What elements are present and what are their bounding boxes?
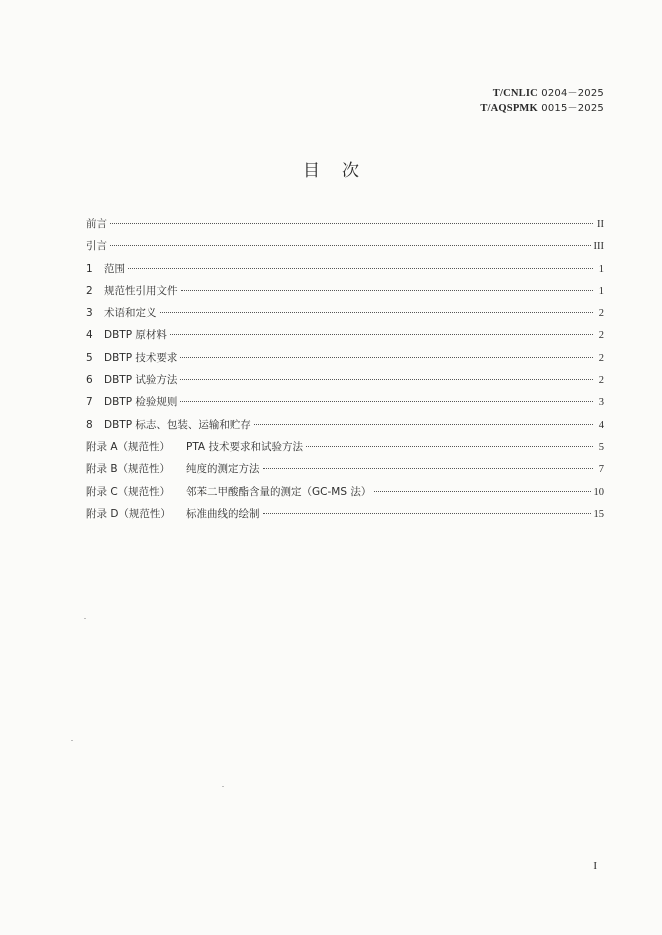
dot-leader bbox=[160, 312, 594, 313]
toc-entry-number: 8 bbox=[86, 418, 93, 431]
toc-entry-label: 术语和定义 bbox=[104, 307, 157, 320]
toc-entry-page: 2 bbox=[598, 330, 604, 342]
toc-entry-terms[interactable] bbox=[86, 305, 604, 327]
toc-entry-page: 7 bbox=[598, 464, 604, 476]
dot-leader bbox=[374, 491, 590, 492]
toc-entry-appendix-d[interactable] bbox=[86, 506, 604, 528]
appendix-prefix: 附录 C（规范性） bbox=[86, 485, 171, 498]
scan-speck bbox=[222, 786, 224, 787]
dot-leader bbox=[180, 379, 593, 380]
toc-entry-marking-packaging[interactable] bbox=[86, 417, 604, 439]
standard-code-prefix: T/AQSPMK bbox=[480, 103, 538, 114]
standard-code-1 bbox=[480, 86, 604, 101]
dot-leader bbox=[180, 401, 593, 402]
toc-entry-page: II bbox=[597, 219, 604, 230]
toc-entry-number: 7 bbox=[86, 396, 93, 409]
toc-entry-label: 纯度的测定方法 bbox=[186, 463, 260, 476]
toc-entry-page: 4 bbox=[598, 419, 604, 431]
toc-entry-label: DBTP 原材料 bbox=[104, 329, 167, 342]
toc-entry-number: 1 bbox=[86, 262, 93, 275]
toc-entry-appendix-a[interactable] bbox=[86, 439, 604, 461]
toc-entry-label: PTA 技术要求和试验方法 bbox=[186, 440, 303, 453]
appendix-prefix: 附录 B（规范性） bbox=[86, 463, 171, 476]
toc-entry-page: 5 bbox=[598, 441, 604, 453]
dot-leader bbox=[263, 468, 594, 469]
toc-entry-normative-references[interactable] bbox=[86, 283, 604, 305]
toc-title: 目次 bbox=[303, 161, 381, 181]
dot-leader bbox=[181, 290, 594, 291]
toc-entry-page: 15 bbox=[593, 508, 604, 520]
standard-code-2 bbox=[480, 101, 604, 116]
toc-entry-page: 1 bbox=[598, 263, 604, 275]
toc-entry-appendix-b[interactable] bbox=[86, 461, 604, 483]
page-number: I bbox=[593, 860, 597, 872]
toc-entry-label: 范围 bbox=[104, 262, 125, 275]
toc-entry-label: 标准曲线的绘制 bbox=[186, 507, 260, 520]
toc-entry-appendix-c[interactable] bbox=[86, 484, 604, 506]
toc-entry-scope[interactable] bbox=[86, 261, 604, 283]
standard-codes bbox=[480, 86, 604, 116]
toc-entry-page: 3 bbox=[598, 397, 604, 409]
toc-entry-introduction[interactable] bbox=[86, 238, 604, 260]
toc-entry-raw-materials[interactable] bbox=[86, 327, 604, 349]
toc-entry-label: DBTP 试验方法 bbox=[104, 374, 178, 387]
appendix-prefix: 附录 A（规范性） bbox=[86, 440, 171, 453]
dot-leader bbox=[180, 357, 593, 358]
toc-entry-page: 1 bbox=[598, 285, 604, 297]
toc-entry-page: 2 bbox=[598, 375, 604, 387]
toc-entry-label: 规范性引用文件 bbox=[104, 284, 178, 297]
toc-entry-foreword[interactable] bbox=[86, 216, 604, 238]
dot-leader bbox=[110, 223, 593, 224]
appendix-prefix: 附录 D（规范性） bbox=[86, 507, 171, 520]
dot-leader bbox=[110, 245, 591, 246]
toc-entry-label: 前言 bbox=[86, 218, 107, 230]
toc-entry-page: 10 bbox=[593, 486, 604, 498]
scan-speck bbox=[71, 740, 73, 741]
toc-entry-number: 4 bbox=[86, 329, 93, 342]
scan-speck bbox=[84, 618, 86, 619]
toc-entry-label: DBTP 技术要求 bbox=[104, 351, 178, 364]
toc-entry-page: 2 bbox=[598, 352, 604, 364]
toc-entry-number: 2 bbox=[86, 284, 93, 297]
table-of-contents bbox=[86, 216, 604, 528]
dot-leader bbox=[263, 513, 591, 514]
toc-entry-test-methods[interactable] bbox=[86, 372, 604, 394]
toc-entry-technical-requirements[interactable] bbox=[86, 350, 604, 372]
toc-entry-page: 2 bbox=[598, 308, 604, 320]
standard-code-prefix: T/CNLIC bbox=[492, 88, 538, 99]
standard-code-number: 0015－2025 bbox=[537, 103, 604, 114]
toc-entry-label: DBTP 检验规则 bbox=[104, 396, 178, 409]
toc-entry-number: 6 bbox=[86, 374, 93, 387]
standard-code-number: 0204－2025 bbox=[537, 88, 604, 99]
dot-leader bbox=[170, 334, 593, 335]
toc-entry-number: 5 bbox=[86, 351, 93, 364]
toc-entry-inspection-rules[interactable] bbox=[86, 394, 604, 416]
dot-leader bbox=[128, 268, 593, 269]
dot-leader bbox=[306, 446, 593, 447]
toc-entry-label: 引言 bbox=[86, 240, 107, 253]
dot-leader bbox=[254, 424, 593, 425]
toc-entry-label: DBTP 标志、包装、运输和贮存 bbox=[104, 418, 251, 431]
toc-entry-number: 3 bbox=[86, 307, 93, 320]
toc-entry-label: 邻苯二甲酸酯含量的测定（GC-MS 法） bbox=[186, 485, 372, 498]
toc-entry-page: III bbox=[593, 241, 604, 253]
